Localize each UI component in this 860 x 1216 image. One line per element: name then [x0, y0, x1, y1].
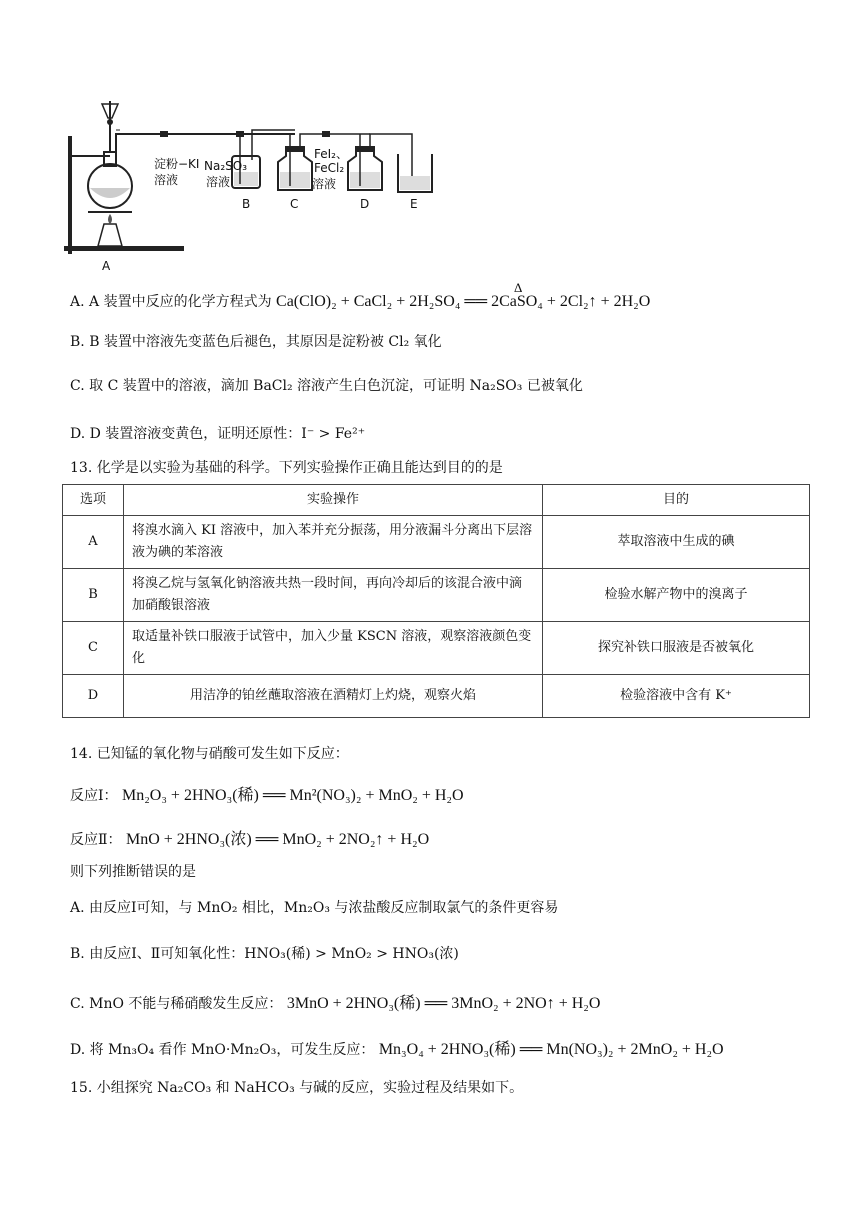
- q14-option-d: D. 将 Mn₃O₄ 看作 MnO·Mn₂O₃，可发生反应： Mn₃O₄ + 2HNO₃(稀) ══ Mn(NO₃)₂ + 2MnO₂ + H₂O: [70, 1041, 724, 1058]
- label-d-reagent-1: FeI₂、: [314, 147, 348, 161]
- q14-stem: 14. 已知锰的氧化物与硝酸可发生如下反应：: [70, 746, 349, 762]
- reaction-2-equation: MnO + 2HNO₃(浓) ══ MnO₂ + 2NO₂↑ + H₂O: [125, 831, 430, 848]
- q14-reaction-1: 反应Ⅰ： Mn₂O₃ + 2HNO₃(稀) ══ Mn²(NO₃)₂ + MnO₂ + H₂O: [70, 787, 464, 804]
- label-b-reagent-2: 溶液: [154, 173, 179, 187]
- q14-option-c: C. MnO 不能与稀硝酸发生反应： 3MnO + 2HNO₃(稀) ══ 3MnO₂ + 2NO↑ + H₂O: [70, 995, 601, 1012]
- row-purpose: 检验水解产物中的溴离子: [543, 569, 810, 622]
- header-purpose: 目的: [543, 485, 810, 516]
- q14-reaction-2: 反应Ⅱ： MnO + 2HNO₃(浓) ══ MnO₂ + 2NO₂↑ + H₂O: [70, 831, 430, 848]
- table-row: [63, 622, 810, 675]
- label-d-reagent-2: FeCl₂: [314, 161, 345, 175]
- q12-option-a: A. A 装置中反应的化学方程式为 Δ Ca(ClO)₂ + CaCl₂ + 2H₂SO₄ ══ 2CaSO₄ + 2Cl₂↑ + 2H₂O: [70, 280, 651, 310]
- experiment-table: [62, 484, 810, 718]
- label-c-reagent-2: 溶液: [206, 175, 231, 189]
- label-d-reagent-3: 溶液: [312, 177, 337, 191]
- header-operation: 实验操作: [124, 485, 543, 516]
- reaction-1-equation: Mn₂O₃ + 2HNO₃(稀) ══ Mn²(NO₃)₂ + MnO₂ + H₂O: [121, 787, 464, 804]
- table-row: [63, 516, 810, 569]
- q14-option-b: B. 由反应Ⅰ、Ⅱ可知氧化性：HNO₃(稀) > MnO₂ > HNO₃(浓): [70, 946, 459, 962]
- q14-option-a: A. 由反应Ⅰ可知，与 MnO₂ 相比，Mn₂O₃ 与浓盐酸反应制取氯气的条件更容易: [70, 900, 559, 916]
- table-row: [63, 675, 810, 718]
- q15-stem: 15. 小组探究 Na₂CO₃ 和 NaHCO₃ 与碱的反应，实验过程及结果如下。: [70, 1080, 524, 1096]
- q12-option-d: D. D 装置溶液变黄色，证明还原性：I⁻ > Fe²⁺: [70, 426, 366, 442]
- row-option: C: [63, 622, 124, 675]
- row-option: B: [63, 569, 124, 622]
- apparatus-diagram: [60, 96, 460, 274]
- row-operation: 用洁净的铂丝蘸取溶液在酒精灯上灼烧，观察火焰: [124, 675, 543, 718]
- q12-option-b: B. B 装置中溶液先变蓝色后褪色，其原因是淀粉被 Cl₂ 氧化: [70, 334, 442, 350]
- label-b: B: [242, 197, 251, 211]
- header-option: 选项: [63, 485, 124, 516]
- q12-option-c: C. 取 C 装置中的溶液，滴加 BaCl₂ 溶液产生白色沉淀，可证明 Na₂SO₃ 已被氧化: [70, 378, 583, 394]
- row-purpose: 检验溶液中含有 K⁺: [543, 675, 810, 718]
- option-d-equation: Mn₃O₄ + 2HNO₃(稀) ══ Mn(NO₃)₂ + 2MnO₂ + H₂O: [378, 1041, 724, 1058]
- row-operation: 将溴乙烷与氢氧化钠溶液共热一段时间，再向冷却后的该混合液中滴加硝酸银溶液: [124, 569, 543, 622]
- equation-a: Ca(ClO)₂ + CaCl₂ + 2H₂SO₄ ══ 2CaSO₄ + 2Cl₂↑ + 2H₂O: [276, 293, 651, 310]
- q14-question: 则下列推断错误的是: [70, 864, 196, 880]
- label-b-reagent-1: 淀粉−KI: [154, 157, 200, 171]
- row-option: D: [63, 675, 124, 718]
- heat-condition: Δ: [514, 280, 523, 295]
- option-c-equation: 3MnO + 2HNO₃(稀) ══ 3MnO₂ + 2NO↑ + H₂O: [286, 995, 601, 1012]
- table-row: [63, 569, 810, 622]
- row-purpose: 探究补铁口服液是否被氧化: [543, 622, 810, 675]
- label-c-reagent-1: Na₂SO₃: [204, 159, 248, 173]
- label-e: E: [410, 197, 418, 211]
- row-purpose: 萃取溶液中生成的碘: [543, 516, 810, 569]
- row-option: A: [63, 516, 124, 569]
- label-a: A: [102, 259, 111, 273]
- row-operation: 将溴水滴入 KI 溶液中，加入苯并充分振荡，用分液漏斗分离出下层溶液为碘的苯溶液: [124, 516, 543, 569]
- row-operation: 取适量补铁口服液于试管中，加入少量 KSCN 溶液，观察溶液颜色变化: [124, 622, 543, 675]
- label-d: D: [360, 197, 370, 211]
- q13-stem: 13. 化学是以实验为基础的科学。下列实验操作正确且能达到目的的是: [70, 460, 503, 476]
- table-header-row: [63, 485, 810, 516]
- label-c: C: [290, 197, 299, 211]
